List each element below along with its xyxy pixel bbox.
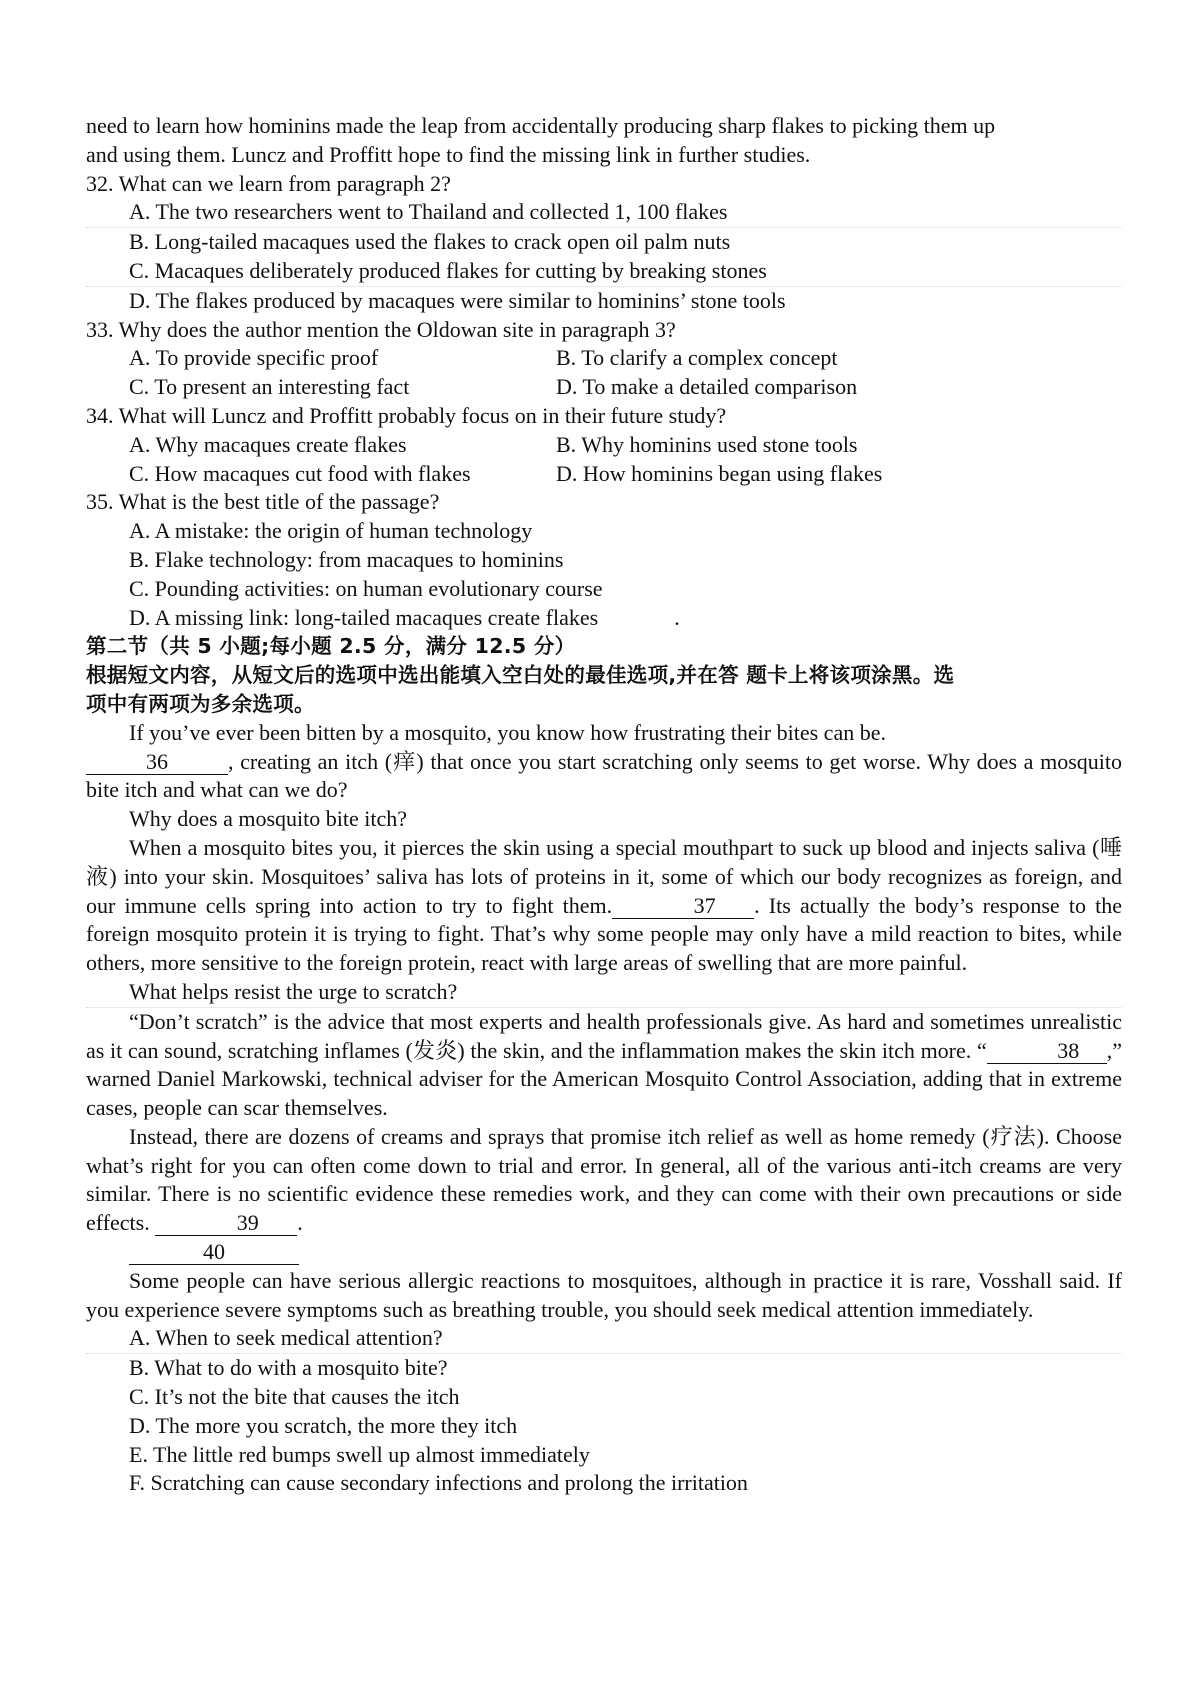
stray-mark: . [674, 604, 680, 630]
choice-b: B. What to do with a mosquito bite? [129, 1355, 448, 1381]
section-2-instruction-1: 根据短文内容，从短文后的选项中选出能填入空白处的最佳选项,并在答 题卡上将该项涂黑。选 [86, 663, 955, 688]
question-32-option-d: D. The flakes produced by macaques were similar to hominins’ stone tools [129, 287, 786, 313]
blank-36[interactable]: 36 [86, 750, 228, 775]
question-35-stem: 35. What is the best title of the passage? [86, 489, 440, 515]
passage-paragraph-5 [86, 1123, 1122, 1238]
passage-paragraph-3 [86, 834, 1122, 978]
question-34-option-d: D. How hominins began using flakes [556, 460, 883, 486]
passage-paragraph-4-text-b: ,” warned Daniel Markowski, technical adviser for the American Mosquito Control Association, adding that in extreme cases, people can scar themselves. [86, 1037, 1122, 1121]
question-35-option-c: C. Pounding activities: on human evolutionary course [129, 575, 603, 601]
question-32-option-c: C. Macaques deliberately produced flakes for cutting by breaking stones [86, 257, 1122, 287]
question-33-option-a: A. To provide specific proof [129, 345, 379, 371]
subheading-resist-scratch: What helps resist the urge to scratch? [86, 978, 1122, 1008]
question-35-option-b: B. Flake technology: from macaques to hominins [129, 546, 564, 572]
question-35-option-d-row [86, 604, 1122, 633]
question-32-stem: 32. What can we learn from paragraph 2? [86, 170, 451, 196]
question-34-options-row-2 [86, 460, 1122, 489]
blank-40-row [86, 1238, 1122, 1267]
question-33-options-row-1 [86, 344, 1122, 373]
choice-a: A. When to seek medical attention? [86, 1324, 1122, 1354]
section-2-heading: 第二节（共 5 小题;每小题 2.5 分，满分 12.5 分） [86, 634, 576, 659]
exam-page [86, 112, 1122, 1498]
question-33-option-d: D. To make a detailed comparison [556, 374, 858, 400]
question-33-option-c: C. To present an interesting fact [129, 374, 410, 400]
passage-paragraph-4 [86, 1008, 1122, 1123]
choice-d: D. The more you scratch, the more they itch [129, 1412, 518, 1438]
passage-paragraph-5-text-b: . [297, 1210, 303, 1236]
question-33-stem: 33. Why does the author mention the Oldowan site in paragraph 3? [86, 316, 676, 342]
question-35-option-a: A. A mistake: the origin of human technology [129, 518, 533, 544]
choice-f: F. Scratching can cause secondary infections and prolong the irritation [129, 1470, 748, 1496]
passage-paragraph-3-text-a: When a mosquito bites you, it pierces the skin using a special mouthpart to suck up blood and injects saliva (唾液) into your skin. Mosquitoes’ saliva has lots of proteins in it, some of which our body recognizes as foreign, and our immune cells spring into action to try to fight them. [86, 834, 1122, 918]
passage-paragraph-3-text-b: . Its actually the body’s response to the foreign mosquito protein it is trying to fight. That’s why some people may only have a mild reaction to bites, while others, more sensitive to the foreign protein, react with large areas of swelling that are more painful. [86, 892, 1122, 976]
passage-paragraph-6: Some people can have serious allergic reactions to mosquitoes, although in practice it is rare, Vosshall said. If you experience severe symptoms such as breathing trouble, you should seek medical attention immediately. [86, 1267, 1122, 1322]
passage-paragraph-2 [86, 748, 1122, 806]
question-34-option-b: B. Why hominins used stone tools [556, 431, 858, 457]
subheading-why-itch: Why does a mosquito bite itch? [129, 806, 407, 832]
passage-paragraph-5-text-a: Instead, there are dozens of creams and sprays that promise itch relief as well as home remedy (疗法). Choose what’s right for you can often come down to trial and error. In general, all of the various anti-itch creams are very similar. There is no scientific evidence these remedies work, and they can come with their own precautions or side effects. [86, 1123, 1122, 1236]
question-33-option-b: B. To clarify a complex concept [556, 345, 838, 371]
blank-40[interactable]: 40 [129, 1240, 299, 1265]
question-35-option-d: D. A missing link: long-tailed macaques create flakes [129, 604, 599, 630]
blank-38[interactable]: 38 [987, 1039, 1107, 1064]
question-34-stem: 34. What will Luncz and Proffitt probably focus on in their future study? [86, 402, 727, 428]
question-33-options-row-2 [86, 373, 1122, 402]
question-34-options-row-1 [86, 431, 1122, 460]
blank-37[interactable]: 37 [612, 894, 754, 919]
question-32-option-a: A. The two researchers went to Thailand and collected 1, 100 flakes [86, 198, 1122, 228]
passage-paragraph-2-text: , creating an itch (痒) that once you start scratching only seems to get worse. Why does a mosquito bite itch and what can we do? [86, 748, 1122, 803]
choice-c: C. It’s not the bite that causes the itch [129, 1384, 460, 1410]
passage-paragraph-1: If you’ve ever been bitten by a mosquito, you know how frustrating their bites can be. [129, 719, 886, 745]
question-32-option-b: B. Long-tailed macaques used the flakes to crack open oil palm nuts [129, 229, 731, 255]
question-34-option-a: A. Why macaques create flakes [129, 431, 407, 457]
question-34-option-c: C. How macaques cut food with flakes [129, 460, 471, 486]
choice-e: E. The little red bumps swell up almost immediately [129, 1441, 590, 1467]
passage-end-line-1: need to learn how hominins made the leap from accidentally producing sharp flakes to picking them up [86, 113, 996, 138]
passage-paragraph-4-text-a: “Don’t scratch” is the advice that most experts and health professionals give. As hard and sometimes unrealistic as it can sound, scratching inflames (发炎) the skin, and the inflammation makes the skin itch more. “ [86, 1008, 1122, 1063]
section-2-instruction-2: 项中有两项为多余选项。 [86, 691, 315, 716]
passage-end-line-2: and using them. Luncz and Proffitt hope to find the missing link in further studies. [86, 141, 811, 167]
blank-39[interactable]: 39 [155, 1211, 297, 1236]
